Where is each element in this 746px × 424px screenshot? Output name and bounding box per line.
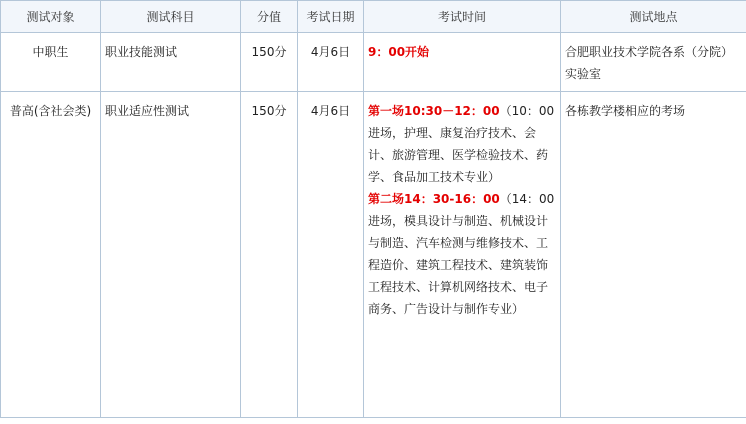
cell-subject — [101, 33, 241, 92]
date-text: 4月6日 — [310, 104, 351, 118]
date-text: 4月6日 — [310, 45, 351, 59]
cell-subject — [101, 92, 241, 418]
score-text: 150分 — [251, 104, 287, 118]
cell-target — [1, 33, 101, 92]
header-time: 考试时间 — [364, 1, 561, 33]
cell-location — [561, 33, 746, 92]
cell-date — [298, 92, 364, 418]
header-location: 测试地点 — [561, 1, 746, 33]
table-row — [1, 33, 746, 92]
header-subject: 测试科目 — [101, 1, 241, 33]
target-text: 普高(含社会类) — [9, 104, 92, 118]
cell-date — [298, 33, 364, 92]
subject-text: 职业技能测试 — [105, 45, 178, 59]
header-target: 测试对象 — [1, 1, 101, 33]
cell-location — [561, 92, 746, 418]
subject-text: 职业适应性测试 — [105, 104, 190, 118]
session-2-detail: （14：00进场，模具设计与制造、机械设计与制造、汽车检测与维修技术、工程造价、建筑工程技术、建筑装饰工程技术、计算机网络技术、电子商务、广告设计与制作专业） — [368, 192, 555, 316]
target-text: 中职生 — [32, 45, 69, 59]
cell-time — [364, 92, 561, 418]
cell-score — [241, 33, 298, 92]
header-row — [1, 1, 746, 33]
cell-time — [364, 33, 561, 92]
cell-target — [1, 92, 101, 418]
header-date: 考试日期 — [298, 1, 364, 33]
session-2 — [368, 188, 558, 320]
session-1 — [368, 100, 558, 188]
table-row — [1, 92, 746, 418]
cell-score — [241, 92, 298, 418]
location-text: 合肥职业技术学院各系（分院）实验室 — [565, 45, 734, 81]
location-text: 各栋教学楼相应的考场 — [565, 104, 686, 118]
time-session-text: 9：00开始 — [368, 45, 430, 59]
session-2-title: 第二场14：30-16：00 — [368, 192, 500, 206]
header-score: 分值 — [241, 1, 298, 33]
session-1-detail: （10：00进场，护理、康复治疗技术、会计、旅游管理、医学检验技术、药学、食品加工技术专业） — [368, 104, 555, 184]
score-text: 150分 — [251, 45, 287, 59]
session-1-title: 第一场10:30－12：00 — [368, 104, 500, 118]
